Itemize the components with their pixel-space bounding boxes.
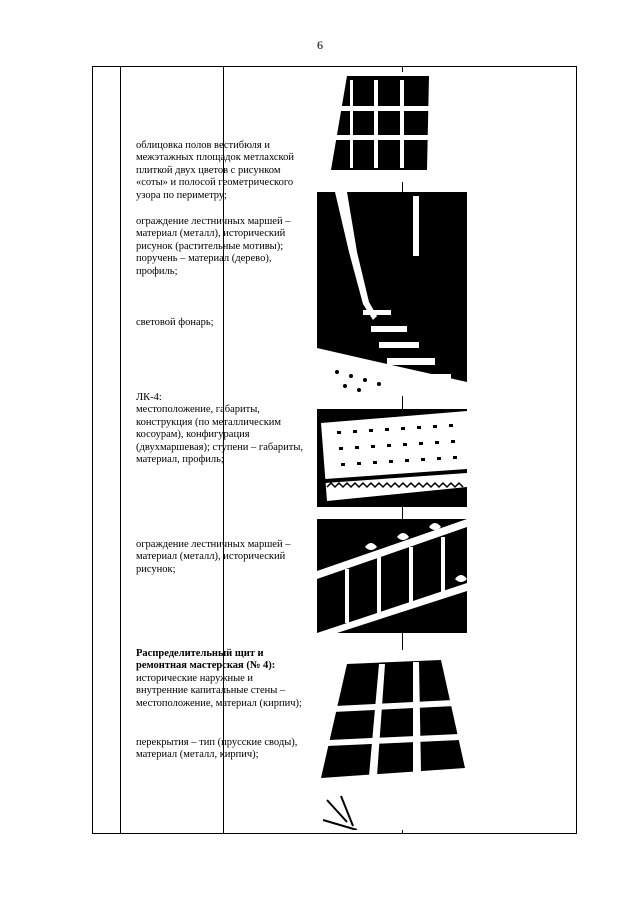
- page-number: 6: [317, 38, 323, 52]
- railing-text: [136, 216, 306, 278]
- workshop-title: Распределительный щит и ремонтная мастерская (№ 4):: [136, 648, 276, 672]
- paragraph: облицовка полов вестибюля и межэтажных площадок метлахской плиткой двух цветов с рисунком «соты» и полосой геометрического узора по периметру;: [136, 140, 294, 201]
- paragraph: световой фонарь;: [136, 317, 214, 328]
- paragraph: перекрытия – тип (прусские своды), материал (металл, кирпич);: [136, 737, 298, 761]
- paragraph: ограждение лестничных маршей – материал (металл), исторический рисунок (растительные мотивы); поручень – материал (дерево), профиль;: [136, 216, 291, 277]
- skylight-photo-2: [317, 650, 467, 830]
- staircase-photo: [317, 192, 467, 396]
- lk4-title: ЛК-4:: [136, 392, 162, 403]
- floor-cladding-text: [136, 140, 306, 202]
- workshop-block: [136, 648, 306, 710]
- railing-photo: [317, 519, 467, 633]
- paragraph: исторические наружные и внутренние капитальные стены – местоположение, материал (кирпич);: [136, 672, 302, 709]
- paragraph: местоположение, габариты, конструкция (по металлическим косоурам), конфигурация (двухмаршевая); ступени – габариты, материал, профиль;: [136, 404, 304, 466]
- railing2-text: [136, 539, 306, 576]
- lk4-block: [136, 392, 306, 466]
- column-divider: [120, 67, 121, 833]
- floor-tiles-photo: [317, 409, 467, 507]
- skylight-photo-1: [317, 72, 435, 182]
- ceilings-text: [136, 737, 306, 762]
- skylight-text: [136, 317, 306, 329]
- paragraph: ограждение лестничных маршей – материал (металл), исторический рисунок;: [136, 539, 291, 575]
